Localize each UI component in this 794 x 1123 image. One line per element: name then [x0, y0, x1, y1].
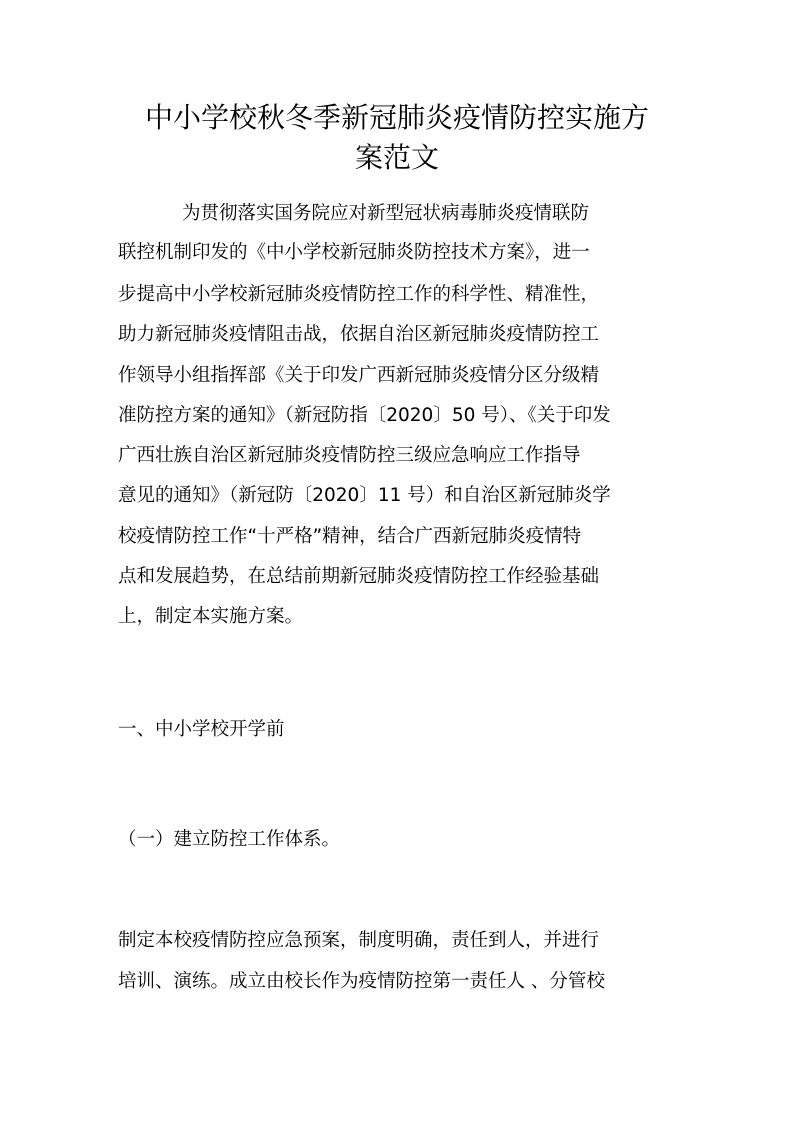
- intro-line-9: 校疫情防控工作“十严格”精神，结合广西新冠肺炎疫情特: [118, 526, 582, 547]
- intro-line-5: 作领导小组指挥部《关于印发广西新冠肺炎疫情分区分级精: [118, 365, 600, 386]
- document-title-line-1: 中小学校秋冬季新冠肺炎疫情防控实施方: [144, 101, 649, 134]
- intro-line-3: 步提高中小学校新冠肺炎疫情防控工作的科学性、精准性，: [118, 284, 600, 305]
- intro-line-8: 意见的通知》（新冠防〔2020〕11 号）和自治区新冠肺炎学: [118, 485, 611, 506]
- body-line-2: 培训、演练。成立由校长作为疫情防控第一责任人 、分管校: [118, 971, 605, 992]
- intro-line-7: 广西壮族自治区新冠肺炎疫情防控三级应急响应工作指导: [118, 445, 581, 466]
- intro-line-2: 联控机制印发的《中小学校新冠肺炎防控技术方案》，进一: [118, 242, 590, 263]
- intro-line-11: 上，制定本实施方案。: [118, 606, 304, 627]
- intro-line-10: 点和发展趋势，在总结前期新冠肺炎疫情防控工作经验基础: [118, 566, 600, 587]
- intro-line-6: 准防控方案的通知》（新冠防指〔2020〕50 号）、《关于印发: [118, 405, 611, 426]
- document-title-line-2: 案范文: [354, 141, 439, 174]
- section-heading-1: 一、中小学校开学前: [118, 719, 285, 740]
- subsection-heading-1: （一）建立防控工作体系。: [118, 829, 341, 850]
- intro-line-4: 助力新冠肺炎疫情阻击战，依据自治区新冠肺炎疫情防控工: [118, 324, 600, 345]
- body-line-1: 制定本校疫情防控应急预案，制度明确，责任到人，并进行: [118, 930, 600, 951]
- intro-line-1: 为贯彻落实国务院应对新型冠状病毒肺炎疫情联防: [182, 203, 590, 224]
